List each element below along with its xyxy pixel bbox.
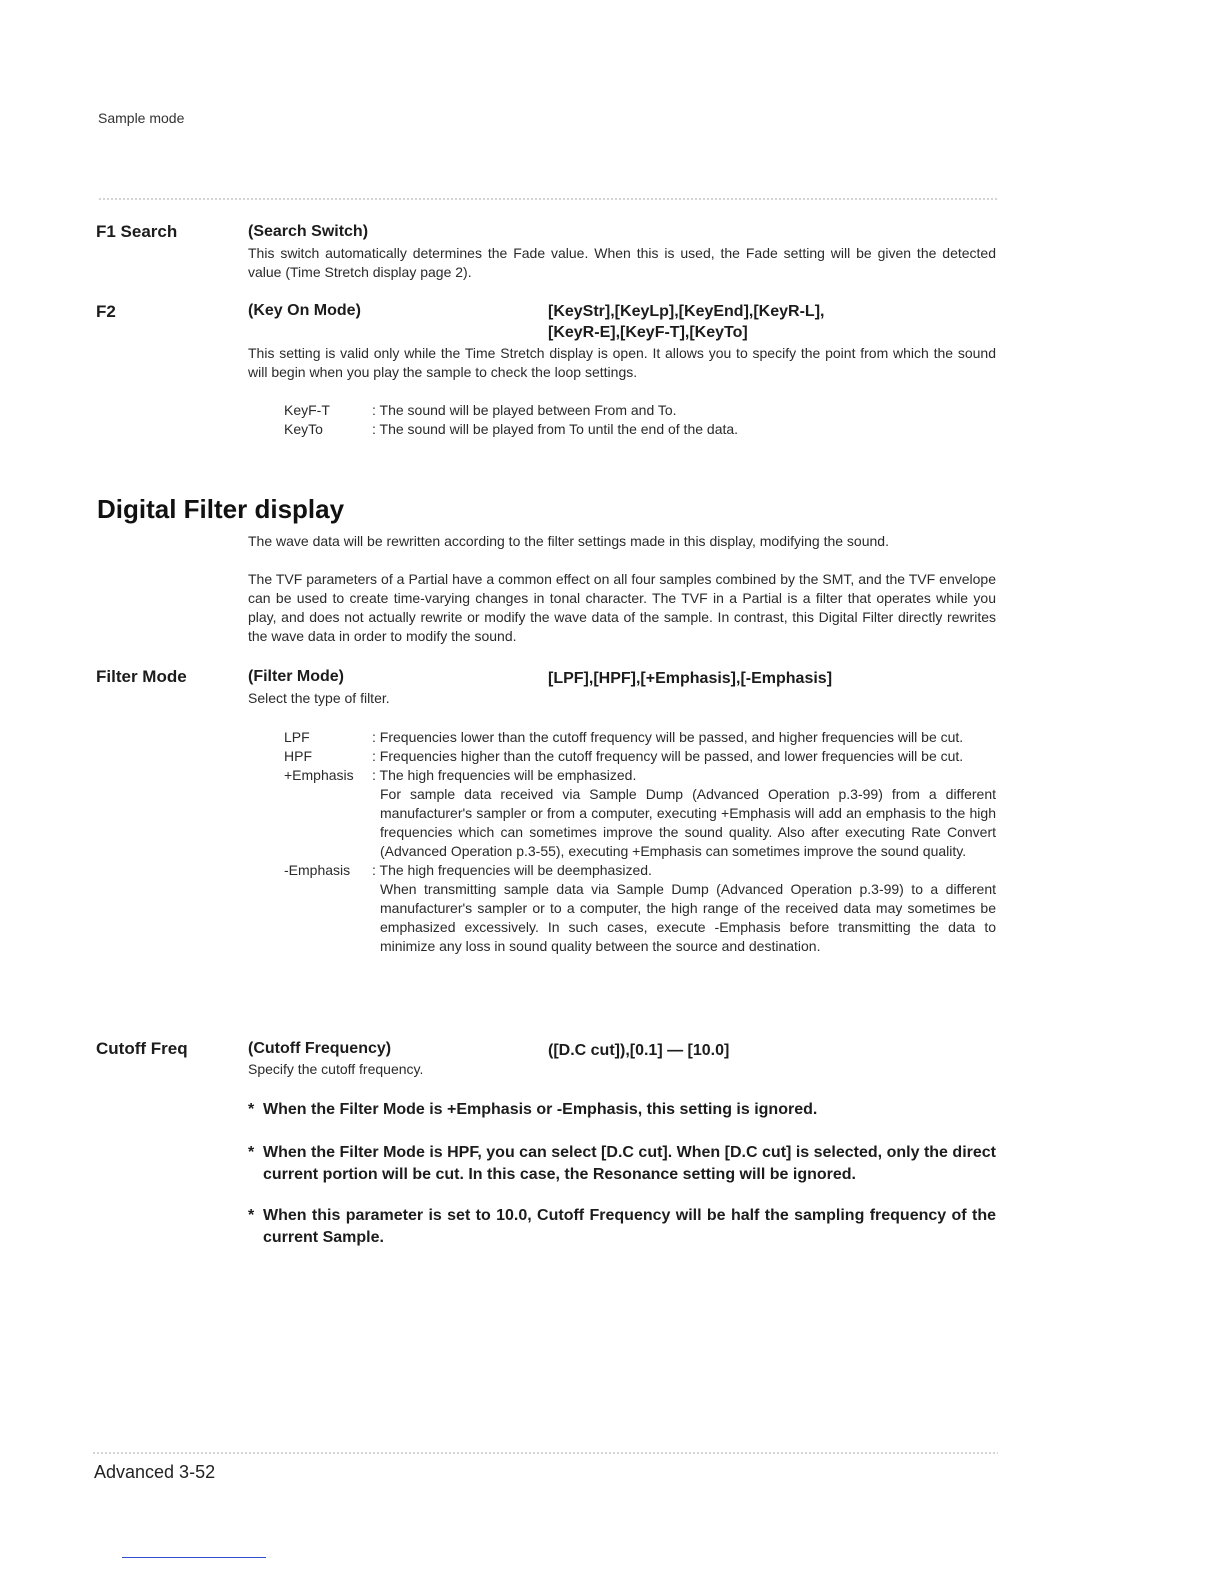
note-text: When this parameter is set to 10.0, Cutoff Frequency will be half the sampling frequency of the current Sample.	[263, 1207, 996, 1246]
option-desc: : The high frequencies will be emphasized.	[372, 767, 637, 783]
option-row	[284, 420, 996, 439]
option-extra: For sample data received via Sample Dump (Advanced Operation p.3-99) from a different manufacturer's sampler or from a computer, executing +Emphasis will add an emphasis to the high frequencies which can sometimes improve the sound quality. Also after executing Rate Convert (Advanced Operation p.3-55), executing +Emphasis can sometimes improve the sound quality.	[380, 786, 996, 859]
option-body	[372, 861, 996, 956]
filter-mode-title: (Filter Mode)	[248, 668, 344, 685]
f2-label: F2	[96, 302, 116, 321]
option-term: KeyTo	[284, 421, 323, 437]
f2-range	[548, 301, 824, 343]
section-heading: Digital Filter display	[97, 494, 345, 524]
bullet-star: *	[248, 1207, 255, 1224]
note-1	[248, 1099, 996, 1121]
top-divider	[98, 198, 998, 200]
f2-range-line1: [KeyStr],[KeyLp],[KeyEnd],[KeyR-L],	[548, 303, 825, 320]
f2-range-line2: [KeyR-E],[KeyF-T],[KeyTo]	[548, 324, 748, 341]
note-text: When the Filter Mode is +Emphasis or -Emphasis, this setting is ignored.	[263, 1101, 818, 1118]
option-extra: When transmitting sample data via Sample Dump (Advanced Operation p.3-99) to a different manufacturer's sampler or to a computer, the high range of the received data may sometimes be emphasized excessively. In such cases, execute -Emphasis before transmitting the data to minimize any loss in sound quality between the source and destination.	[380, 881, 996, 954]
bullet-star: *	[248, 1101, 255, 1118]
option-desc: : Frequencies lower than the cutoff frequency will be passed, and higher frequencies will be cut.	[372, 729, 964, 745]
section-intro-2: The TVF parameters of a Partial have a common effect on all four samples combined by the SMT, and the TVF envelope can be used to create time-varying changes in tonal character. The TVF in a Partial is a filter that operates while you play, and does not actually rewrite or modify the wave data of the sample. In contrast, this Digital Filter directly rewrites the wave data in order to modify the sound.	[248, 571, 996, 644]
option-desc: : The high frequencies will be deemphasized.	[372, 862, 652, 878]
cutoff-description: Specify the cutoff frequency.	[248, 1061, 424, 1077]
cutoff-label: Cutoff Freq	[96, 1039, 188, 1058]
f2-title: (Key On Mode)	[248, 302, 361, 319]
f1-label: F1 Search	[96, 222, 178, 241]
note-3	[248, 1205, 996, 1249]
option-desc: : Frequencies higher than the cutoff frequency will be passed, and lower frequencies will be cut.	[372, 748, 964, 764]
filter-mode-range: [LPF],[HPF],[+Emphasis],[-Emphasis]	[548, 670, 833, 687]
bullet-star: *	[248, 1144, 255, 1161]
option-row	[284, 728, 996, 747]
section-intro: The wave data will be rewritten according to the filter settings made in this display, modifying the sound.	[248, 533, 889, 549]
cutoff-title: (Cutoff Frequency)	[248, 1040, 392, 1057]
f1-description: This switch automatically determines the Fade value. When this is used, the Fade setting will be given the detected value (Time Stretch display page 2).	[248, 245, 996, 280]
option-row	[284, 747, 996, 766]
option-row	[284, 766, 996, 861]
option-term: -Emphasis	[284, 862, 351, 878]
option-body	[372, 766, 996, 861]
option-term: KeyF-T	[284, 402, 330, 418]
filter-mode-description: Select the type of filter.	[248, 690, 390, 706]
option-row	[284, 861, 996, 956]
option-desc: : The sound will be played between From and To.	[372, 402, 677, 418]
page-number: Advanced 3-52	[94, 1462, 216, 1482]
running-header: Sample mode	[98, 110, 185, 126]
option-term: +Emphasis	[284, 767, 354, 783]
f2-description: This setting is valid only while the Time Stretch display is open. It allows you to specify the point from which the sound will begin when you play the sample to check the loop settings.	[248, 345, 996, 380]
bottom-divider	[92, 1452, 998, 1454]
option-desc: : The sound will be played from To until the end of the data.	[372, 421, 739, 437]
option-term: LPF	[284, 729, 310, 745]
note-text: When the Filter Mode is HPF, you can select [D.C cut]. When [D.C cut] is selected, only the direct current portion will be cut. In this case, the Resonance setting will be ignored.	[263, 1144, 996, 1183]
note-2	[248, 1142, 996, 1186]
f2-options	[284, 401, 996, 439]
f1-title: (Search Switch)	[248, 223, 369, 240]
filter-mode-options	[284, 728, 996, 956]
filter-mode-label: Filter Mode	[96, 667, 187, 686]
scan-artifact-line	[122, 1557, 266, 1558]
cutoff-range: ([D.C cut]),[0.1] — [10.0]	[548, 1042, 730, 1059]
option-row	[284, 401, 996, 420]
option-term: HPF	[284, 748, 312, 764]
